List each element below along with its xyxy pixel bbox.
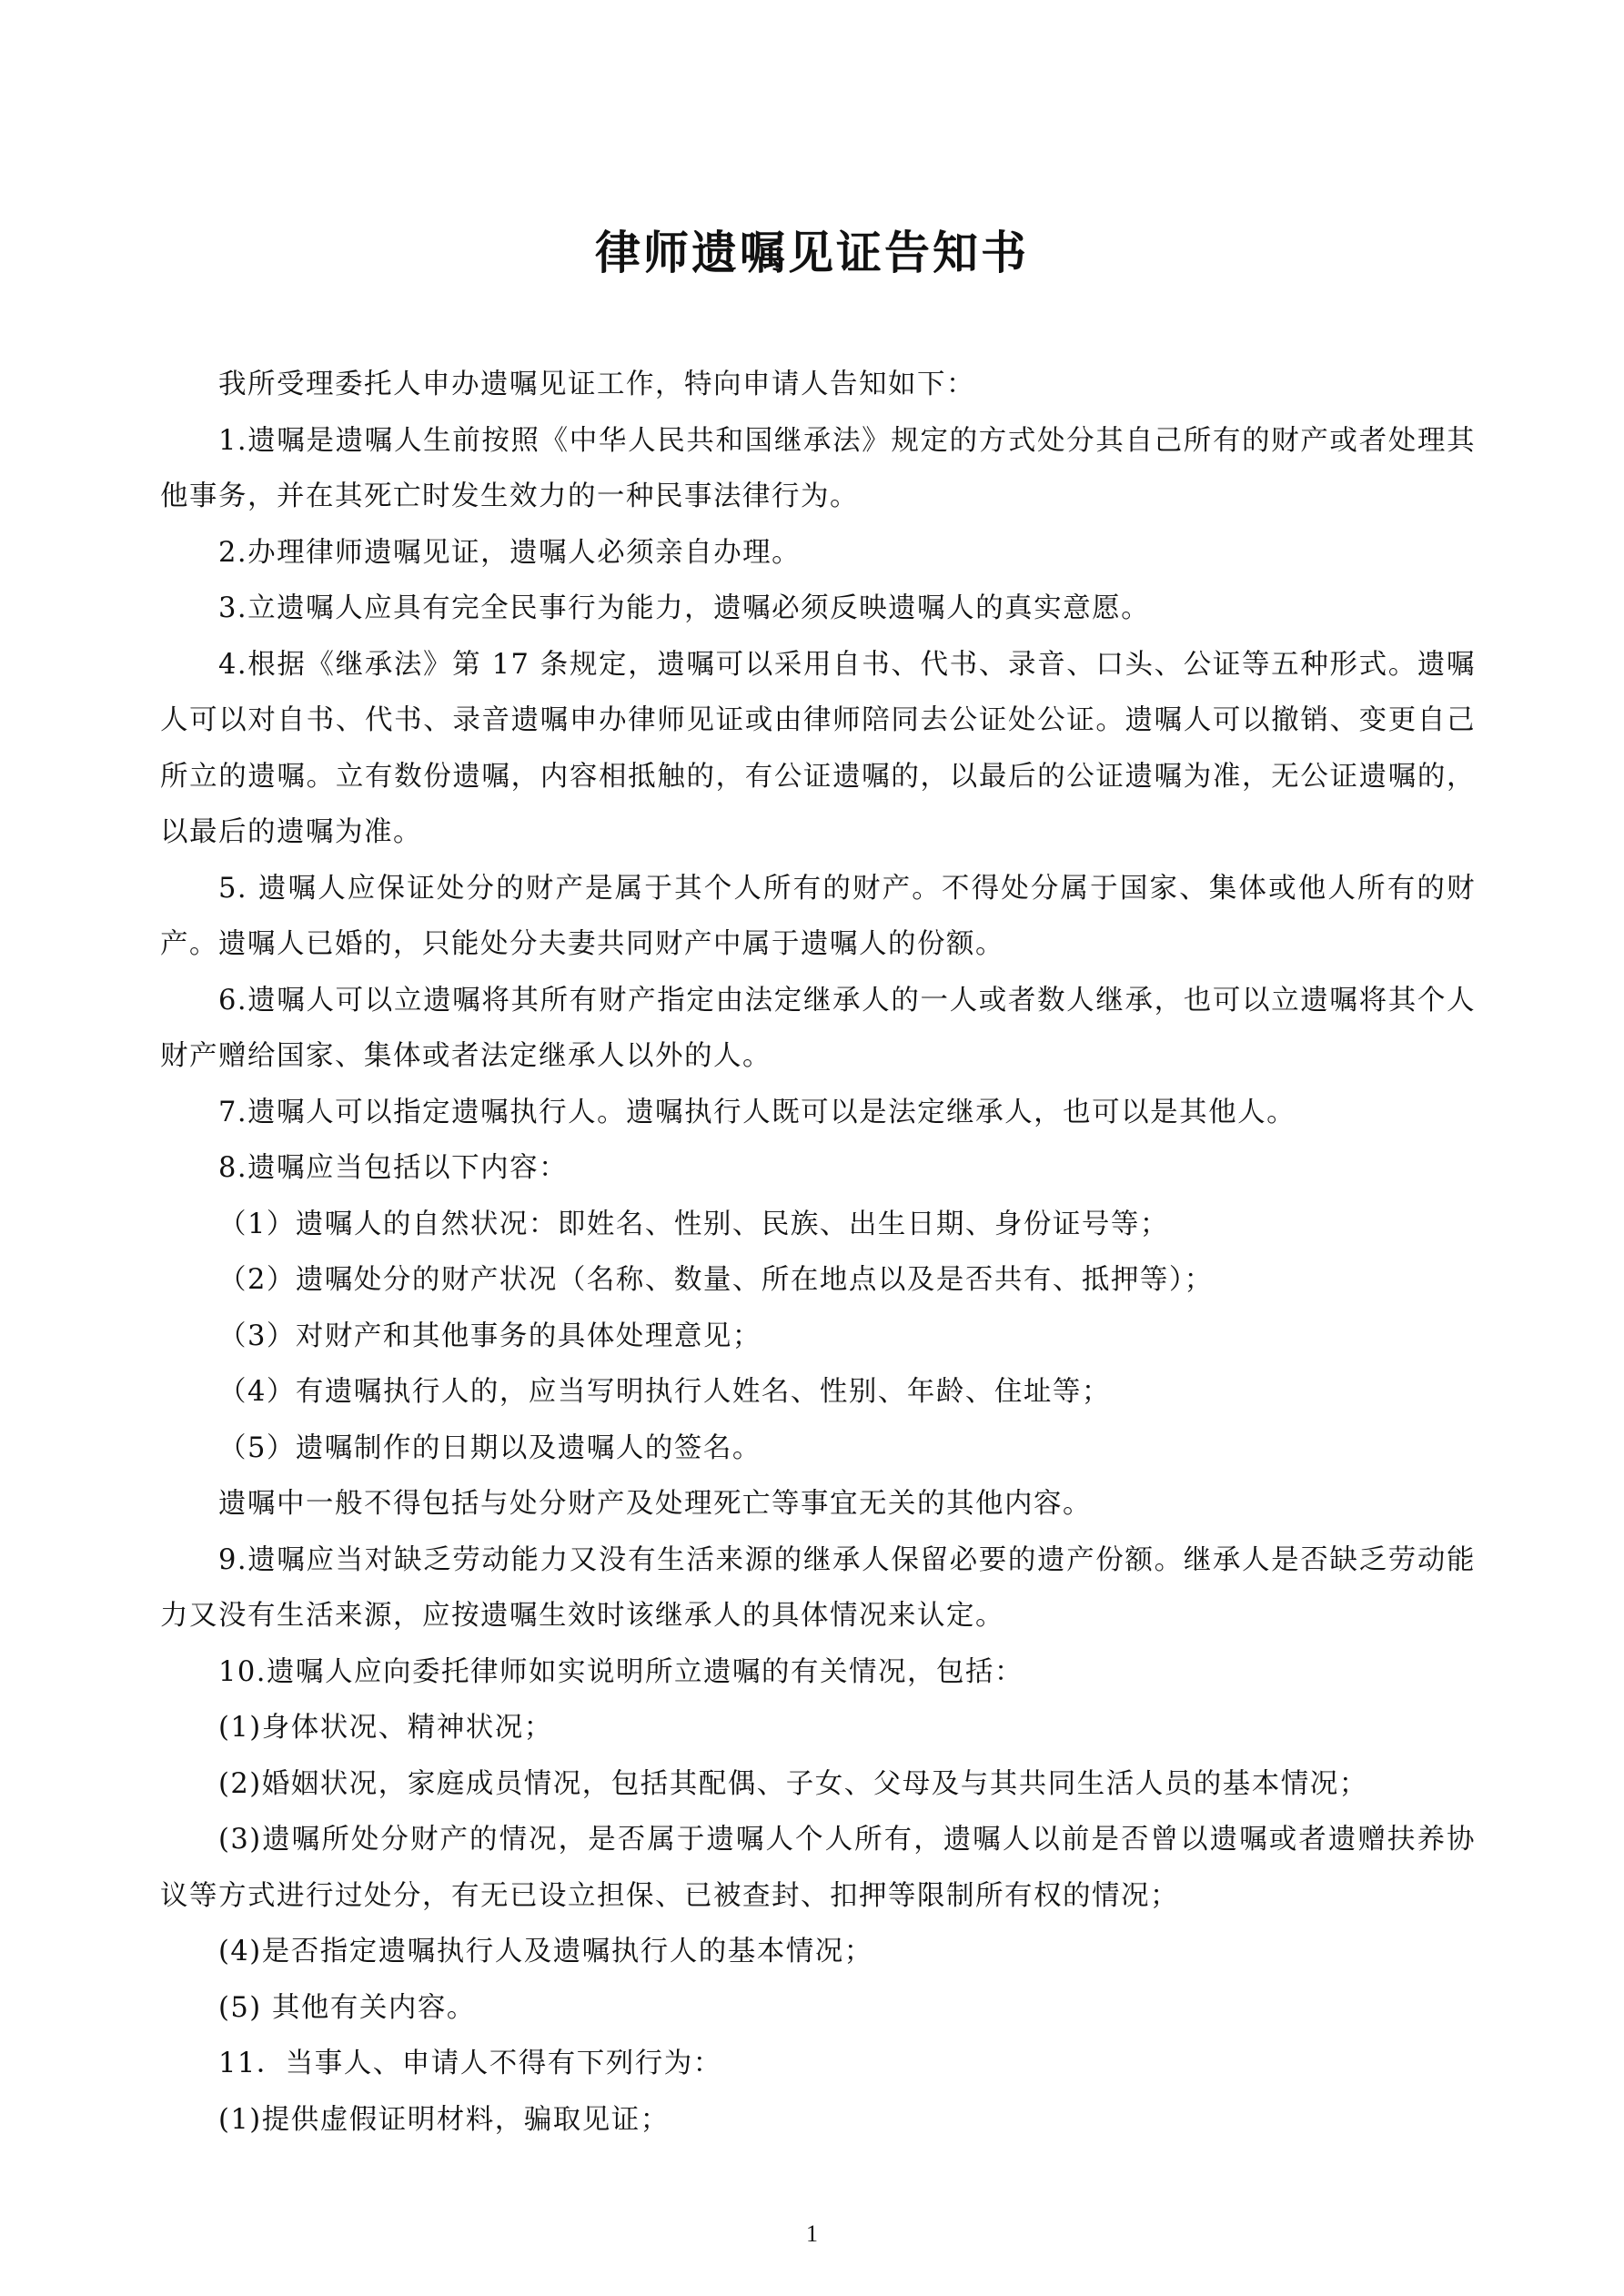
- clause-11: 11．当事人、申请人不得有下列行为：: [218, 2048, 722, 2079]
- clause-8-item-5: （5）遗嘱制作的日期以及遗嘱人的签名。: [218, 1431, 762, 1464]
- intro-paragraph: 我所受理委托人申办遗嘱见证工作，特向申请人告知如下：: [218, 369, 975, 400]
- clause-7: 7.遗嘱人可以指定遗嘱执行人。遗嘱执行人既可以是法定继承人，也可以是其他人。: [218, 1096, 1296, 1128]
- clause-9: 9.遗嘱应当对缺乏劳动能力又没有生活来源的继承人保留必要的遗产份额。继承人是否缺乏劳动能力又没有生活来源，应按遗嘱生效时该继承人的具体情况来认定。: [160, 1543, 1476, 1632]
- clause-10-item-5: (5) 其他有关内容。: [218, 1991, 476, 2024]
- document-body: [160, 357, 1476, 2148]
- clause-10-item-2: (2)婚姻状况，家庭成员情况，包括其配偶、子女、父母及与其共同生活人员的基本情况；: [218, 1767, 1368, 1800]
- clause-11-item-1: (1)提供虚假证明材料，骗取见证；: [218, 2103, 670, 2136]
- clause-4: 4.根据《继承法》第 17 条规定，遗嘱可以采用自书、代书、录音、口头、公证等五种形式。遗嘱人可以对自书、代书、录音遗嘱申办律师见证或由律师陪同去公证处公证。遗嘱人可以撤销、变更自己所立的遗嘱。立有数份遗嘱，内容相抵触的，有公证遗嘱的，以最后的公证遗嘱为准，无公证遗嘱的，以最后的遗嘱为准。: [160, 648, 1476, 848]
- clause-8-item-4: （4）有遗嘱执行人的，应当写明执行人姓名、性别、年龄、住址等；: [218, 1376, 1111, 1408]
- clause-10-item-4: (4)是否指定遗嘱执行人及遗嘱执行人的基本情况；: [218, 1936, 873, 1967]
- clause-8: 8.遗嘱应当包括以下内容：: [218, 1152, 569, 1184]
- clause-8-item-1: （1）遗嘱人的自然状况：即姓名、性别、民族、出生日期、身份证号等；: [218, 1208, 1169, 1240]
- clause-8-item-3: （3）对财产和其他事务的具体处理意见；: [218, 1320, 762, 1352]
- clause-10-item-3: (3)遗嘱所处分财产的情况，是否属于遗嘱人个人所有，遗嘱人以前是否曾以遗嘱或者遗赠扶养协议等方式进行过处分，有无已设立担保、已被查封、扣押等限制所有权的情况；: [160, 1824, 1476, 1912]
- page-number: 1: [806, 2220, 818, 2247]
- clause-8-note: 遗嘱中一般不得包括与处分财产及处理死亡等事宜无关的其他内容。: [218, 1488, 1092, 1520]
- clause-10: 10.遗嘱人应向委托律师如实说明所立遗嘱的有关情况，包括：: [218, 1655, 1024, 1688]
- clause-2: 2.办理律师遗嘱见证，遗嘱人必须亲自办理。: [218, 536, 802, 569]
- clause-6: 6.遗嘱人可以立遗嘱将其所有财产指定由法定继承人的一人或者数人继承，也可以立遗嘱将其个人财产赠给国家、集体或者法定继承人以外的人。: [160, 984, 1476, 1072]
- clause-10-item-1: (1)身体状况、精神状况；: [218, 1712, 553, 1744]
- clause-5: 5. 遗嘱人应保证处分的财产是属于其个人所有的财产。不得处分属于国家、集体或他人所有的财产。遗嘱人已婚的，只能处分夫妻共同财产中属于遗嘱人的份额。: [160, 872, 1476, 960]
- clause-1: 1.遗嘱是遗嘱人生前按照《中华人民共和国继承法》规定的方式处分其自己所有的财产或者处理其他事务，并在其死亡时发生效力的一种民事法律行为。: [160, 424, 1476, 512]
- clause-8-item-2: （2）遗嘱处分的财产状况（名称、数量、所在地点以及是否共有、抵押等）；: [218, 1264, 1214, 1296]
- clause-3: 3.立遗嘱人应具有完全民事行为能力，遗嘱必须反映遗嘱人的真实意愿。: [218, 592, 1151, 624]
- document-title: 律师遗嘱见证告知书: [595, 226, 1029, 279]
